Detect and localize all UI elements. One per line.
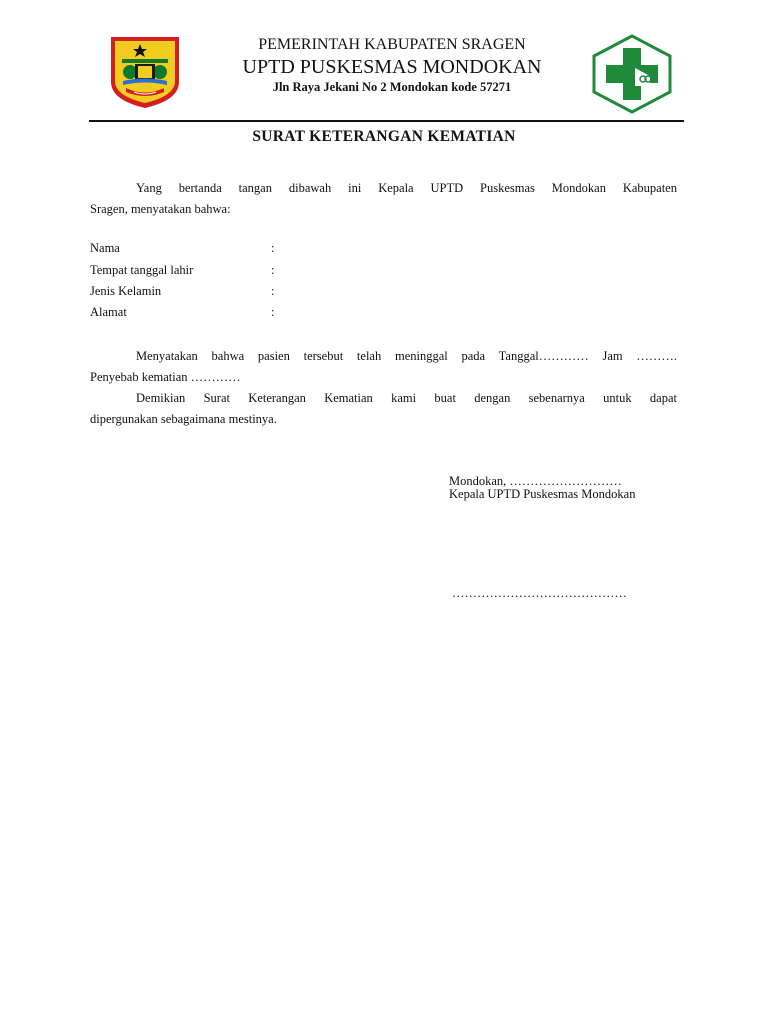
statement-line2: Penyebab kematian ………… [90,370,241,384]
closing-text-1: Demikian Surat Keterangan Kematian kami buat dengan sebenarnya untuk dapat [136,391,677,405]
signature-place-date: Mondokan, ……………………… [449,474,622,488]
field-label-nama: Nama [90,241,120,255]
document-title: SURAT KETERANGAN KEMATIAN [252,128,516,145]
signature-position: Kepala UPTD Puskesmas Mondokan [449,487,636,501]
field-sep-ttl: : [271,263,275,277]
letterhead-government: PEMERINTAH KABUPATEN SRAGEN [258,36,526,53]
statement-text-1: Menyatakan bahwa pasien tersebut telah meninggal pada Tanggal………… Jam ………. [136,349,677,363]
signature-name-blank: …………………………………… [452,586,627,600]
intro-paragraph-line1 [90,178,677,199]
field-sep-jenis-kelamin: : [271,284,275,298]
letterhead-divider [89,120,684,122]
closing-line2: dipergunakan sebagaimana mestinya. [90,412,277,426]
field-sep-alamat: : [271,305,275,319]
letterhead-address: Jln Raya Jekani No 2 Mondokan kode 57271 [272,80,512,94]
field-label-jenis-kelamin: Jenis Kelamin [90,284,162,298]
intro-paragraph-line2: Sragen, menyatakan bahwa: [90,202,231,216]
closing-line1 [90,388,677,409]
intro-text-1: Yang bertanda tangan dibawah ini Kepala UPTD Puskesmas Mondokan Kabupaten [136,181,677,195]
field-label-ttl: Tempat tanggal lahir [90,263,194,277]
statement-line1 [90,346,677,367]
letterhead-puskesmas: UPTD PUSKESMAS MONDOKAN [242,56,542,78]
field-sep-nama: : [271,241,275,255]
field-label-alamat: Alamat [90,305,127,319]
